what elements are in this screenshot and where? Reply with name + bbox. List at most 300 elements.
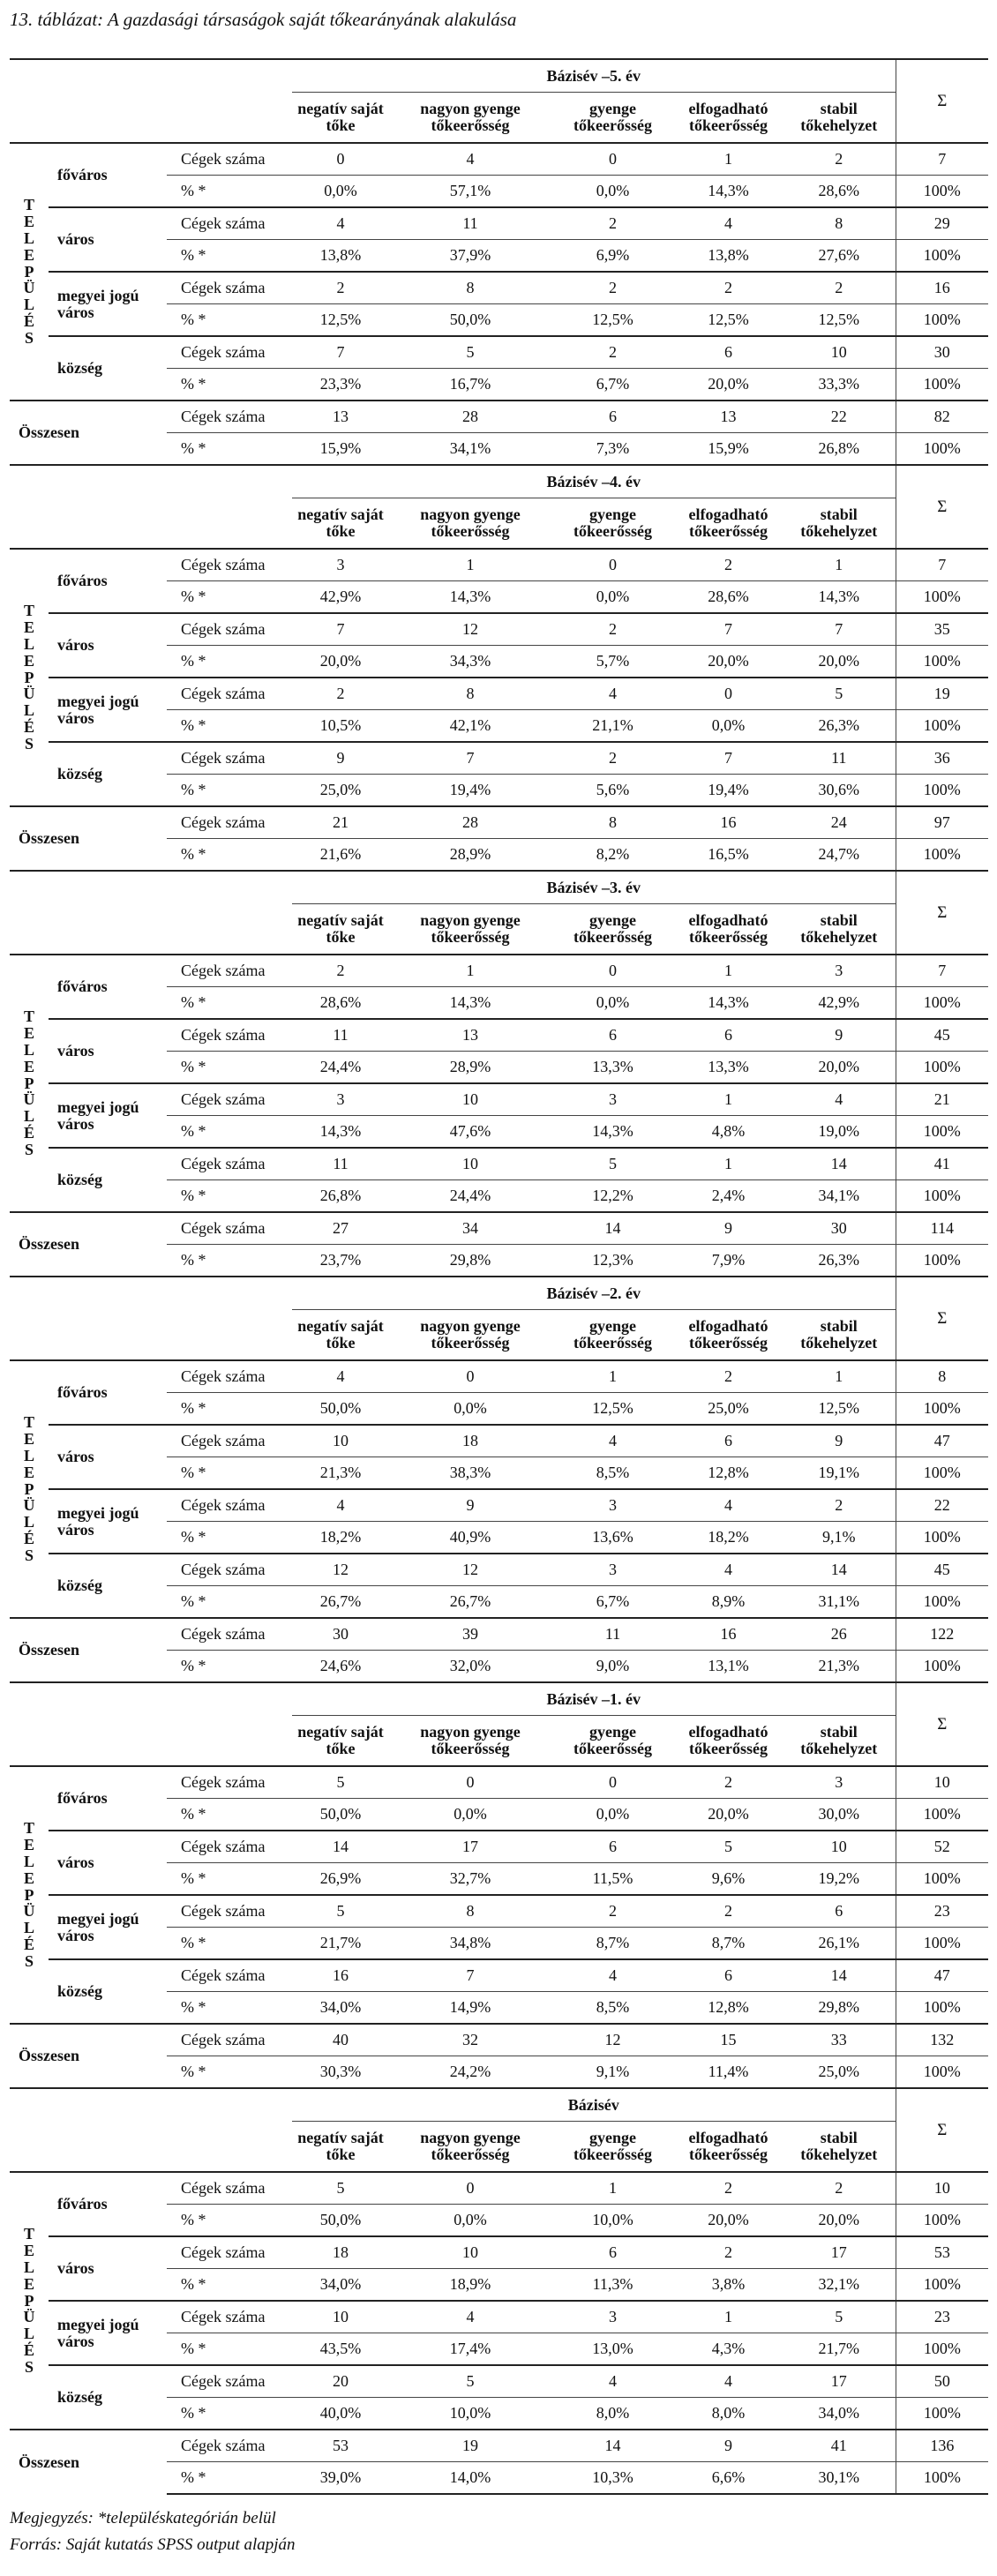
- value-cell: 21,7%: [783, 2333, 896, 2366]
- value-cell: 11: [292, 1148, 389, 1180]
- value-cell: 10: [389, 2236, 551, 2269]
- value-cell: 13: [292, 401, 389, 433]
- value-cell: 1: [551, 1360, 674, 1393]
- settlement-label-text: TELEPÜLÉS: [23, 195, 35, 348]
- value-cell: 13,8%: [292, 240, 389, 273]
- sum-cell: 100%: [896, 2269, 988, 2302]
- total-row: [10, 2024, 988, 2056]
- value-cell: 12,5%: [292, 304, 389, 337]
- row-label: Cégek száma: [167, 806, 292, 839]
- value-cell: 0,0%: [389, 2205, 551, 2237]
- column-header: elfogadható tőkeerősség: [674, 1716, 783, 1767]
- value-cell: 26,7%: [292, 1586, 389, 1619]
- sum-cell: 100%: [896, 2056, 988, 2088]
- value-cell: 37,9%: [389, 240, 551, 273]
- value-cell: 9: [389, 1489, 551, 1522]
- value-cell: 12,5%: [551, 304, 674, 337]
- value-cell: 8: [389, 1895, 551, 1928]
- value-cell: 50,0%: [389, 304, 551, 337]
- sum-cell: 47: [896, 1425, 988, 1457]
- settlement-category: község: [49, 742, 167, 806]
- value-cell: 2: [551, 742, 674, 775]
- value-cell: 0: [551, 1766, 674, 1799]
- value-cell: 10,0%: [389, 2398, 551, 2430]
- value-cell: 12: [292, 1554, 389, 1586]
- row-label: Cégek száma: [167, 2301, 292, 2333]
- value-cell: 0: [551, 143, 674, 176]
- value-cell: 20,0%: [783, 1052, 896, 1084]
- table-row: [10, 1083, 988, 1116]
- column-header: nagyon gyenge tőkeerősség: [389, 1716, 551, 1767]
- value-cell: 4: [551, 1425, 674, 1457]
- value-cell: 28,6%: [292, 987, 389, 1020]
- value-cell: 13,0%: [551, 2333, 674, 2366]
- block-title: Bázisév –3. év: [292, 871, 896, 904]
- value-cell: 27: [292, 1212, 389, 1245]
- value-cell: 0,0%: [389, 1799, 551, 1831]
- value-cell: 9,6%: [674, 1863, 783, 1896]
- table-row: [10, 2365, 988, 2398]
- row-label: Cégek száma: [167, 1019, 292, 1052]
- note-forras: Forrás: Saját kutatás SPSS output alapján: [10, 2535, 296, 2554]
- value-cell: 26,7%: [389, 1586, 551, 1619]
- row-label: Cégek száma: [167, 549, 292, 581]
- settlement-category: község: [49, 1148, 167, 1212]
- value-cell: 6: [551, 1831, 674, 1863]
- total-label: Összesen: [10, 806, 167, 870]
- value-cell: 28,6%: [674, 581, 783, 614]
- value-cell: 7: [674, 742, 783, 775]
- table-row: [10, 1766, 988, 1799]
- value-cell: 7,9%: [674, 1245, 783, 1277]
- column-header: elfogadható tőkeerősség: [674, 1310, 783, 1361]
- value-cell: 13: [674, 401, 783, 433]
- value-cell: 40,0%: [292, 2398, 389, 2430]
- value-cell: 34,3%: [389, 646, 551, 678]
- total-label: Összesen: [10, 1212, 167, 1276]
- value-cell: 11: [783, 742, 896, 775]
- value-cell: 7: [389, 742, 551, 775]
- value-cell: 2: [551, 272, 674, 304]
- value-cell: 0: [551, 955, 674, 987]
- sum-cell: 7: [896, 549, 988, 581]
- value-cell: 34,1%: [389, 433, 551, 465]
- sum-cell: 100%: [896, 1180, 988, 1213]
- value-cell: 12,2%: [551, 1180, 674, 1213]
- value-cell: 19: [389, 2430, 551, 2462]
- value-cell: 30,1%: [783, 2462, 896, 2495]
- row-label: % *: [167, 1928, 292, 1960]
- block-title: Bázisév –4. év: [292, 465, 896, 498]
- table-row: [10, 2301, 988, 2333]
- value-cell: 1: [674, 1148, 783, 1180]
- column-header: gyenge tőkeerősség: [551, 1716, 674, 1767]
- settlement-label-text: TELEPÜLÉS: [23, 2224, 35, 2377]
- row-label: % *: [167, 775, 292, 807]
- value-cell: 10: [292, 2301, 389, 2333]
- settlement-vertical-label: [10, 2172, 49, 2430]
- value-cell: 34,1%: [783, 1180, 896, 1213]
- value-cell: 26,3%: [783, 1245, 896, 1277]
- settlement-category: főváros: [49, 143, 167, 207]
- sum-cell: 100%: [896, 710, 988, 743]
- column-header: stabil tőkehelyzet: [783, 904, 896, 955]
- table-row: [10, 143, 988, 176]
- value-cell: 5,7%: [551, 646, 674, 678]
- value-cell: 0,0%: [551, 581, 674, 614]
- total-label: Összesen: [10, 2024, 167, 2087]
- row-label: % *: [167, 1393, 292, 1426]
- row-label: % *: [167, 581, 292, 614]
- table-notes: [10, 2505, 296, 2558]
- column-header: elfogadható tőkeerősség: [674, 904, 783, 955]
- value-cell: 0,0%: [292, 176, 389, 208]
- table-row: [10, 2172, 988, 2205]
- value-cell: 11: [551, 1618, 674, 1651]
- value-cell: 26,8%: [292, 1180, 389, 1213]
- value-cell: 24,4%: [389, 1180, 551, 1213]
- column-header: gyenge tőkeerősség: [551, 498, 674, 550]
- sum-cell: 100%: [896, 1522, 988, 1554]
- value-cell: 9: [783, 1425, 896, 1457]
- sum-cell: 16: [896, 272, 988, 304]
- value-cell: 13,3%: [551, 1052, 674, 1084]
- sum-cell: 29: [896, 207, 988, 240]
- value-cell: 0: [674, 678, 783, 710]
- value-cell: 14: [292, 1831, 389, 1863]
- value-cell: 2: [674, 2172, 783, 2205]
- value-cell: 26,8%: [783, 433, 896, 465]
- column-header: elfogadható tőkeerősség: [674, 93, 783, 144]
- value-cell: 10: [783, 336, 896, 369]
- value-cell: 34,0%: [292, 2269, 389, 2302]
- value-cell: 12,5%: [783, 1393, 896, 1426]
- row-label: % *: [167, 2333, 292, 2366]
- column-header: negatív saját tőke: [292, 1310, 389, 1361]
- row-label: % *: [167, 1245, 292, 1277]
- value-cell: 15,9%: [292, 433, 389, 465]
- sum-cell: 7: [896, 955, 988, 987]
- column-header: nagyon gyenge tőkeerősség: [389, 904, 551, 955]
- value-cell: 21: [292, 806, 389, 839]
- value-cell: 11,3%: [551, 2269, 674, 2302]
- value-cell: 57,1%: [389, 176, 551, 208]
- sum-cell: 100%: [896, 839, 988, 871]
- table-caption: 13. táblázat: A gazdasági társaságok saját tőkearányának alakulása: [10, 9, 517, 30]
- row-label: Cégek száma: [167, 2365, 292, 2398]
- value-cell: 1: [783, 549, 896, 581]
- value-cell: 12,5%: [674, 304, 783, 337]
- value-cell: 14,9%: [389, 1992, 551, 2025]
- value-cell: 5: [783, 678, 896, 710]
- settlement-category: főváros: [49, 1766, 167, 1831]
- settlement-category: város: [49, 2236, 167, 2301]
- value-cell: 26: [783, 1618, 896, 1651]
- value-cell: 16,7%: [389, 369, 551, 401]
- value-cell: 14,3%: [783, 581, 896, 614]
- value-cell: 2: [674, 549, 783, 581]
- value-cell: 23,7%: [292, 1245, 389, 1277]
- header-blank: [10, 59, 292, 143]
- value-cell: 4: [674, 207, 783, 240]
- value-cell: 4: [674, 1489, 783, 1522]
- settlement-category: város: [49, 1019, 167, 1083]
- table-row: [10, 1831, 988, 1863]
- header-blank: [10, 2088, 292, 2172]
- sum-cell: 53: [896, 2236, 988, 2269]
- block-title: Bázisév: [292, 2088, 896, 2122]
- value-cell: 4: [292, 1489, 389, 1522]
- total-row: [10, 1618, 988, 1651]
- sum-cell: 122: [896, 1618, 988, 1651]
- value-cell: 9: [292, 742, 389, 775]
- value-cell: 31,1%: [783, 1586, 896, 1619]
- row-label: % *: [167, 369, 292, 401]
- value-cell: 9: [674, 2430, 783, 2462]
- sum-cell: 100%: [896, 1651, 988, 1682]
- settlement-label-text: TELEPÜLÉS: [23, 1007, 35, 1159]
- value-cell: 34: [389, 1212, 551, 1245]
- value-cell: 9,0%: [551, 1651, 674, 1682]
- value-cell: 1: [389, 549, 551, 581]
- total-row: [10, 806, 988, 839]
- value-cell: 1: [674, 143, 783, 176]
- value-cell: 1: [674, 2301, 783, 2333]
- value-cell: 15: [674, 2024, 783, 2056]
- sigma-header: Σ: [896, 59, 988, 143]
- value-cell: 40,9%: [389, 1522, 551, 1554]
- value-cell: 14,3%: [389, 987, 551, 1020]
- sum-cell: 22: [896, 1489, 988, 1522]
- value-cell: 14,3%: [389, 581, 551, 614]
- row-label: % *: [167, 2462, 292, 2495]
- value-cell: 0: [389, 2172, 551, 2205]
- value-cell: 28,9%: [389, 1052, 551, 1084]
- total-label: Összesen: [10, 2430, 167, 2494]
- column-header: elfogadható tőkeerősség: [674, 2122, 783, 2173]
- value-cell: 0,0%: [674, 710, 783, 743]
- settlement-category: főváros: [49, 1360, 167, 1425]
- value-cell: 19,4%: [389, 775, 551, 807]
- settlement-category: város: [49, 1425, 167, 1489]
- column-header: negatív saját tőke: [292, 498, 389, 550]
- value-cell: 2: [292, 678, 389, 710]
- settlement-category: megyei jogú város: [49, 2301, 167, 2365]
- value-cell: 2: [783, 2172, 896, 2205]
- sum-cell: 100%: [896, 2205, 988, 2237]
- value-cell: 34,0%: [292, 1992, 389, 2025]
- value-cell: 42,1%: [389, 710, 551, 743]
- value-cell: 8,5%: [551, 1992, 674, 2025]
- value-cell: 2: [551, 336, 674, 369]
- value-cell: 4: [674, 2365, 783, 2398]
- value-cell: 25,0%: [783, 2056, 896, 2088]
- table-row: [10, 1148, 988, 1180]
- value-cell: 25,0%: [674, 1393, 783, 1426]
- value-cell: 12,3%: [551, 1245, 674, 1277]
- value-cell: 11: [389, 207, 551, 240]
- row-label: % *: [167, 1052, 292, 1084]
- value-cell: 28: [389, 401, 551, 433]
- column-header: stabil tőkehelyzet: [783, 1310, 896, 1361]
- column-header: elfogadható tőkeerősség: [674, 498, 783, 550]
- sum-cell: 100%: [896, 1799, 988, 1831]
- value-cell: 0,0%: [551, 176, 674, 208]
- value-cell: 13,1%: [674, 1651, 783, 1682]
- value-cell: 6: [551, 2236, 674, 2269]
- year-block: [10, 58, 988, 464]
- sigma-header: Σ: [896, 2088, 988, 2172]
- settlement-label-text: TELEPÜLÉS: [23, 601, 35, 753]
- column-header: nagyon gyenge tőkeerősség: [389, 1310, 551, 1361]
- header-blank: [10, 465, 292, 549]
- total-row: [10, 2430, 988, 2462]
- value-cell: 16,5%: [674, 839, 783, 871]
- value-cell: 18,2%: [674, 1522, 783, 1554]
- value-cell: 7,3%: [551, 433, 674, 465]
- value-cell: 2: [674, 2236, 783, 2269]
- sum-cell: 7: [896, 143, 988, 176]
- value-cell: 30,6%: [783, 775, 896, 807]
- value-cell: 29,8%: [389, 1245, 551, 1277]
- value-cell: 15,9%: [674, 433, 783, 465]
- sum-cell: 132: [896, 2024, 988, 2056]
- value-cell: 28: [389, 806, 551, 839]
- value-cell: 5: [674, 1831, 783, 1863]
- value-cell: 19,2%: [783, 1863, 896, 1896]
- sum-cell: 82: [896, 401, 988, 433]
- row-label: Cégek száma: [167, 1895, 292, 1928]
- value-cell: 0: [292, 143, 389, 176]
- value-cell: 2: [674, 272, 783, 304]
- value-cell: 2: [783, 272, 896, 304]
- sum-cell: 100%: [896, 2462, 988, 2495]
- settlement-category: megyei jogú város: [49, 1895, 167, 1959]
- value-cell: 13,3%: [674, 1052, 783, 1084]
- value-cell: 12: [551, 2024, 674, 2056]
- row-label: Cégek száma: [167, 613, 292, 646]
- column-header: negatív saját tőke: [292, 904, 389, 955]
- value-cell: 16: [674, 1618, 783, 1651]
- value-cell: 6,9%: [551, 240, 674, 273]
- row-label: % *: [167, 1799, 292, 1831]
- column-header: gyenge tőkeerősség: [551, 904, 674, 955]
- table-row: [10, 1425, 988, 1457]
- value-cell: 19,4%: [674, 775, 783, 807]
- value-cell: 0: [551, 549, 674, 581]
- row-label: % *: [167, 646, 292, 678]
- table-row: [10, 272, 988, 304]
- value-cell: 34,0%: [783, 2398, 896, 2430]
- value-cell: 6,7%: [551, 369, 674, 401]
- sum-cell: 50: [896, 2365, 988, 2398]
- value-cell: 20,0%: [674, 2205, 783, 2237]
- value-cell: 12,5%: [551, 1393, 674, 1426]
- value-cell: 3: [551, 2301, 674, 2333]
- value-cell: 10,5%: [292, 710, 389, 743]
- value-cell: 24,4%: [292, 1052, 389, 1084]
- sum-cell: 23: [896, 1895, 988, 1928]
- value-cell: 14: [551, 2430, 674, 2462]
- value-cell: 25,0%: [292, 775, 389, 807]
- value-cell: 9: [783, 1019, 896, 1052]
- value-cell: 14,0%: [389, 2462, 551, 2495]
- sum-cell: 45: [896, 1019, 988, 1052]
- row-label: % *: [167, 1180, 292, 1213]
- settlement-category: község: [49, 2365, 167, 2430]
- sum-cell: 136: [896, 2430, 988, 2462]
- block-title: Bázisév –1. év: [292, 1682, 896, 1716]
- value-cell: 7: [292, 613, 389, 646]
- sum-cell: 114: [896, 1212, 988, 1245]
- settlement-category: község: [49, 336, 167, 401]
- value-cell: 8: [551, 806, 674, 839]
- value-cell: 14,3%: [674, 176, 783, 208]
- row-label: % *: [167, 2269, 292, 2302]
- sum-cell: 100%: [896, 240, 988, 273]
- sum-cell: 30: [896, 336, 988, 369]
- sum-cell: 100%: [896, 1052, 988, 1084]
- value-cell: 29,8%: [783, 1992, 896, 2025]
- value-cell: 26,3%: [783, 710, 896, 743]
- sum-cell: 41: [896, 1148, 988, 1180]
- block-title: Bázisév –5. év: [292, 59, 896, 93]
- value-cell: 9,1%: [551, 2056, 674, 2088]
- column-header: gyenge tőkeerősség: [551, 93, 674, 144]
- settlement-category: főváros: [49, 955, 167, 1019]
- row-label: % *: [167, 1522, 292, 1554]
- column-header: stabil tőkehelyzet: [783, 2122, 896, 2173]
- value-cell: 28,6%: [783, 176, 896, 208]
- value-cell: 14,3%: [551, 1116, 674, 1149]
- row-label: Cégek száma: [167, 143, 292, 176]
- row-label: % *: [167, 1586, 292, 1619]
- value-cell: 4,8%: [674, 1116, 783, 1149]
- value-cell: 8,9%: [674, 1586, 783, 1619]
- value-cell: 4: [783, 1083, 896, 1116]
- value-cell: 26,1%: [783, 1928, 896, 1960]
- value-cell: 9,1%: [783, 1522, 896, 1554]
- settlement-category: város: [49, 207, 167, 272]
- sum-cell: 100%: [896, 2398, 988, 2430]
- value-cell: 8,0%: [674, 2398, 783, 2430]
- value-cell: 8,2%: [551, 839, 674, 871]
- value-cell: 5,6%: [551, 775, 674, 807]
- value-cell: 38,3%: [389, 1457, 551, 1490]
- settlement-category: város: [49, 1831, 167, 1895]
- value-cell: 39: [389, 1618, 551, 1651]
- value-cell: 21,6%: [292, 839, 389, 871]
- value-cell: 24,2%: [389, 2056, 551, 2088]
- row-label: Cégek száma: [167, 272, 292, 304]
- row-label: Cégek száma: [167, 1489, 292, 1522]
- value-cell: 3: [551, 1489, 674, 1522]
- value-cell: 6,7%: [551, 1586, 674, 1619]
- value-cell: 8,0%: [551, 2398, 674, 2430]
- value-cell: 5: [292, 2172, 389, 2205]
- value-cell: 28,9%: [389, 839, 551, 871]
- value-cell: 2: [674, 1895, 783, 1928]
- value-cell: 18,2%: [292, 1522, 389, 1554]
- value-cell: 3: [292, 549, 389, 581]
- row-label: % *: [167, 240, 292, 273]
- row-label: % *: [167, 304, 292, 337]
- row-label: Cégek száma: [167, 2236, 292, 2269]
- value-cell: 0: [389, 1360, 551, 1393]
- value-cell: 8,7%: [674, 1928, 783, 1960]
- table-row: [10, 207, 988, 240]
- year-block: [10, 1276, 988, 1681]
